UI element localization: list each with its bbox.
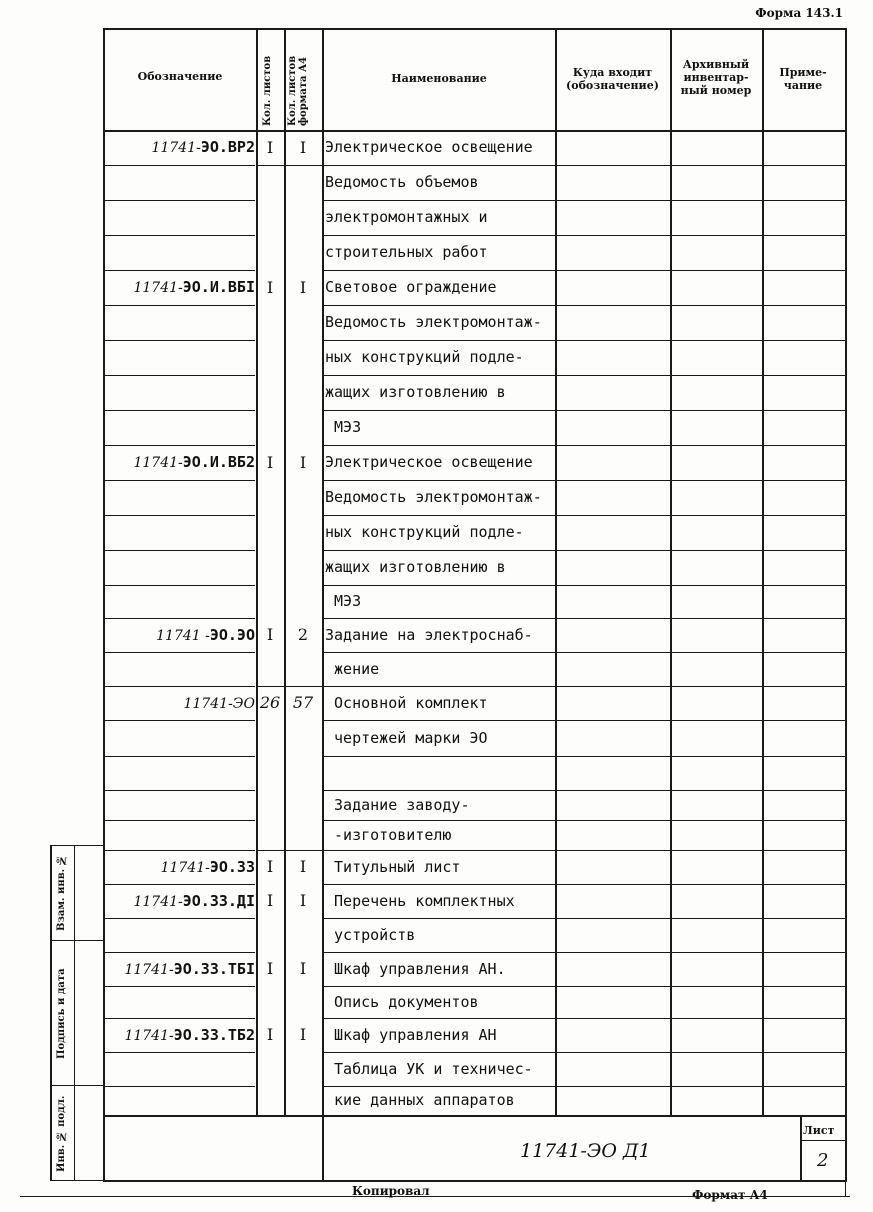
cell-sheets-a4 bbox=[284, 410, 322, 445]
cell-designation bbox=[105, 850, 255, 884]
cell-sheets-a4 bbox=[284, 1086, 322, 1115]
cell-designation bbox=[105, 305, 255, 340]
table-row bbox=[0, 1086, 873, 1115]
table-row bbox=[0, 1052, 873, 1086]
table-row bbox=[0, 652, 873, 686]
stamp-sheet-divider bbox=[800, 1115, 802, 1180]
cell-designation bbox=[105, 1086, 255, 1115]
cell-name: Таблица УК и техничес- bbox=[325, 1060, 533, 1078]
cell-sheets-count: I bbox=[266, 278, 274, 297]
header-note: Приме- чание bbox=[779, 66, 827, 92]
table-row bbox=[0, 340, 873, 375]
table-row bbox=[0, 200, 873, 235]
table-row bbox=[0, 986, 873, 1018]
table-row bbox=[0, 918, 873, 952]
cell-name: Основной комплект bbox=[325, 694, 488, 712]
designation-prefix: 11741- bbox=[160, 860, 210, 876]
cell-sheets-a4 bbox=[284, 480, 322, 515]
table-row bbox=[0, 585, 873, 618]
stamp-sheet-rule bbox=[800, 1140, 845, 1141]
table-row bbox=[0, 305, 873, 340]
cell-designation bbox=[105, 270, 255, 305]
cell-name: Световое ограждение bbox=[325, 278, 497, 296]
cell-sheets-a4: 57 bbox=[292, 693, 314, 712]
cell-name: Электрическое освещение bbox=[325, 453, 533, 471]
table-row bbox=[0, 790, 873, 820]
designation-prefix: 11741-ЭО bbox=[183, 696, 255, 712]
stamp-doc-code: 11741-ЭО Д1 bbox=[520, 1140, 651, 1162]
cell-sheets-a4 bbox=[284, 550, 322, 585]
cell-sheets-count bbox=[256, 305, 284, 340]
cell-name: жащих изготовлению в bbox=[325, 383, 506, 401]
header-designation: Обозначение bbox=[137, 70, 223, 83]
cell-sheets-count: I bbox=[266, 453, 274, 472]
cell-sheets-a4 bbox=[284, 585, 322, 618]
form-label: Форма 143.1 bbox=[755, 6, 843, 20]
cell-sheets-count: I bbox=[266, 891, 274, 910]
cell-designation bbox=[105, 986, 255, 1018]
cell-sheets-a4 bbox=[284, 305, 322, 340]
stamp-divider bbox=[322, 1115, 324, 1180]
header-sheets-a4: Кол. листов формата А4 bbox=[287, 55, 309, 126]
cell-sheets-a4: I bbox=[299, 1025, 307, 1044]
cell-sheets-count bbox=[256, 790, 284, 820]
designation-code: ЭО.ЗЗ bbox=[209, 858, 255, 876]
cell-designation bbox=[105, 756, 255, 790]
cell-sheets-count: 26 bbox=[259, 693, 281, 712]
table-row bbox=[0, 235, 873, 270]
frame-bottom bbox=[103, 1180, 847, 1182]
designation-prefix: 11741- bbox=[133, 280, 183, 296]
cell-name: МЭЗ bbox=[325, 418, 362, 436]
table-row bbox=[0, 618, 873, 652]
cell-designation bbox=[105, 235, 255, 270]
cell-designation bbox=[105, 375, 255, 410]
cell-designation bbox=[105, 790, 255, 820]
cell-name: жащих изготовлению в bbox=[325, 558, 506, 576]
cell-sheets-count bbox=[256, 515, 284, 550]
cell-sheets-count bbox=[256, 652, 284, 686]
cell-designation bbox=[105, 952, 255, 986]
table-row bbox=[0, 375, 873, 410]
stamp-sheet-number: 2 bbox=[817, 1150, 829, 1171]
cell-name: ных конструкций подле- bbox=[325, 348, 524, 366]
cell-name: Ведомость электромонтаж- bbox=[325, 313, 542, 331]
stamp-sheet-label: Лист bbox=[803, 1124, 835, 1137]
cell-designation bbox=[105, 820, 255, 850]
side-strip-bottom bbox=[50, 1180, 103, 1181]
cell-name: строительных работ bbox=[325, 243, 488, 261]
cell-sheets-a4 bbox=[284, 756, 322, 790]
cell-sheets-count bbox=[256, 480, 284, 515]
table-row bbox=[0, 550, 873, 585]
side-label-sign-date: Подпись и дата bbox=[56, 968, 67, 1060]
table-row bbox=[0, 515, 873, 550]
cell-designation bbox=[105, 618, 255, 652]
cell-sheets-count bbox=[256, 235, 284, 270]
cell-sheets-a4 bbox=[284, 515, 322, 550]
cell-sheets-a4: I bbox=[299, 453, 307, 472]
cell-sheets-count bbox=[256, 375, 284, 410]
cell-sheets-count bbox=[256, 340, 284, 375]
cell-designation bbox=[105, 884, 255, 918]
table-row bbox=[0, 756, 873, 790]
table-row bbox=[0, 410, 873, 445]
cell-sheets-a4 bbox=[284, 652, 322, 686]
cell-designation bbox=[105, 340, 255, 375]
cell-name: Ведомость объемов bbox=[325, 173, 479, 191]
designation-code: ЭО.И.ВБI bbox=[182, 278, 255, 296]
cell-sheets-count: I bbox=[266, 959, 274, 978]
cell-sheets-a4: I bbox=[299, 857, 307, 876]
cell-sheets-a4 bbox=[284, 200, 322, 235]
cell-sheets-a4 bbox=[284, 1052, 322, 1086]
cell-designation bbox=[105, 480, 255, 515]
cell-name: ных конструкций подле- bbox=[325, 523, 524, 541]
designation-prefix: 11741- bbox=[124, 962, 174, 978]
designation-code: ЭО.ЗЗ.ТБ2 bbox=[173, 1026, 255, 1044]
cell-sheets-count bbox=[256, 1052, 284, 1086]
designation-code: ЭО.ВР2 bbox=[200, 138, 255, 156]
cell-designation bbox=[105, 585, 255, 618]
cell-sheets-a4 bbox=[284, 986, 322, 1018]
cell-designation bbox=[105, 1052, 255, 1086]
header-archive: Архивный инвентар- ный номер bbox=[680, 58, 752, 97]
cell-sheets-count bbox=[256, 200, 284, 235]
table-row bbox=[0, 1018, 873, 1052]
designation-code: ЭО.ЗЗ.ТБI bbox=[173, 960, 255, 978]
cell-name: чертежей марки ЭО bbox=[325, 729, 488, 747]
designation-code: ЭО.ЭО bbox=[209, 626, 255, 644]
cell-name: Задание на электроснаб- bbox=[325, 626, 533, 644]
cell-sheets-count bbox=[256, 918, 284, 952]
cell-sheets-a4 bbox=[284, 820, 322, 850]
cell-sheets-a4: I bbox=[299, 891, 307, 910]
table-row bbox=[0, 720, 873, 756]
table-row bbox=[0, 884, 873, 918]
cell-designation bbox=[105, 410, 255, 445]
designation-prefix: 11741- bbox=[133, 455, 183, 471]
table-row bbox=[0, 480, 873, 515]
cell-sheets-count bbox=[256, 165, 284, 200]
table-row bbox=[0, 820, 873, 850]
cell-designation bbox=[105, 686, 255, 720]
cell-sheets-count: I bbox=[266, 857, 274, 876]
cell-name: МЭЗ bbox=[325, 592, 362, 610]
designation-prefix: 11741 - bbox=[156, 628, 210, 644]
table-row bbox=[0, 952, 873, 986]
cell-sheets-a4: I bbox=[299, 959, 307, 978]
cell-name: жение bbox=[325, 660, 380, 678]
cell-name bbox=[325, 756, 565, 790]
cell-name: Шкаф управления АН bbox=[325, 1026, 497, 1044]
cell-sheets-a4: I bbox=[299, 278, 307, 297]
cell-name: кие данных аппаратов bbox=[325, 1091, 515, 1109]
table-row bbox=[0, 850, 873, 884]
cell-sheets-count: I bbox=[266, 1025, 274, 1044]
cell-sheets-a4 bbox=[284, 790, 322, 820]
cell-name: Титульный лист bbox=[325, 858, 461, 876]
designation-prefix: 11741- bbox=[151, 140, 201, 156]
cell-sheets-a4: 2 bbox=[297, 625, 309, 644]
frame-top bbox=[103, 28, 847, 30]
designation-code: ЭО.И.ВБ2 bbox=[182, 453, 255, 471]
table-row bbox=[0, 130, 873, 165]
side-label-inv-orig: Инв. № подл. bbox=[56, 1095, 67, 1173]
cell-designation bbox=[105, 720, 255, 756]
cell-sheets-count: I bbox=[266, 138, 274, 157]
designation-code: ЭО.ЗЗ.ДI bbox=[182, 892, 255, 910]
cell-sheets-a4 bbox=[284, 918, 322, 952]
cell-sheets-a4 bbox=[284, 720, 322, 756]
cell-designation bbox=[105, 550, 255, 585]
cell-designation bbox=[105, 918, 255, 952]
cell-sheets-count: I bbox=[266, 625, 274, 644]
footer-format: Формат А4 bbox=[692, 1188, 768, 1202]
cell-sheets-count bbox=[256, 410, 284, 445]
cell-name: Перечень комплектных bbox=[325, 892, 515, 910]
cell-name: электромонтажных и bbox=[325, 208, 488, 226]
cell-name: Задание заводу- bbox=[325, 796, 470, 814]
cell-sheets-a4 bbox=[284, 165, 322, 200]
cell-sheets-a4 bbox=[284, 340, 322, 375]
cell-designation bbox=[105, 445, 255, 480]
cell-name: Электрическое освещение bbox=[325, 138, 533, 156]
cell-sheets-a4 bbox=[284, 375, 322, 410]
cell-designation bbox=[105, 200, 255, 235]
cell-sheets-count bbox=[256, 986, 284, 1018]
cell-name: Опись документов bbox=[325, 993, 479, 1011]
cell-name: Шкаф управления АН. bbox=[325, 960, 506, 978]
cell-sheets-count bbox=[256, 756, 284, 790]
cell-sheets-count bbox=[256, 585, 284, 618]
cell-sheets-count bbox=[256, 820, 284, 850]
cell-name: устройств bbox=[325, 926, 416, 944]
table-row bbox=[0, 686, 873, 720]
cell-designation bbox=[105, 130, 255, 165]
body-bottom-rule bbox=[103, 1115, 845, 1117]
cell-designation bbox=[105, 515, 255, 550]
cell-sheets-a4: I bbox=[299, 138, 307, 157]
table-row bbox=[0, 270, 873, 305]
table-row bbox=[0, 445, 873, 480]
cell-sheets-count bbox=[256, 550, 284, 585]
table-row bbox=[0, 165, 873, 200]
designation-prefix: 11741- bbox=[124, 1028, 174, 1044]
header-sheets-count: Кол. листов bbox=[262, 55, 273, 126]
header-where-used: Куда входит (обозначение) bbox=[566, 66, 659, 92]
footer-copied: Копировал bbox=[352, 1184, 430, 1198]
cell-name: Ведомость электромонтаж- bbox=[325, 488, 542, 506]
cell-sheets-count bbox=[256, 1086, 284, 1115]
designation-prefix: 11741- bbox=[133, 894, 183, 910]
cell-sheets-a4 bbox=[284, 235, 322, 270]
cell-sheets-count bbox=[256, 720, 284, 756]
cell-name: -изготовителю bbox=[325, 826, 452, 844]
cell-designation bbox=[105, 652, 255, 686]
header-name: Наименование bbox=[391, 72, 487, 85]
side-label-inv-replace: Взам. инв. № bbox=[56, 854, 67, 932]
cell-designation bbox=[105, 165, 255, 200]
cell-designation bbox=[105, 1018, 255, 1052]
